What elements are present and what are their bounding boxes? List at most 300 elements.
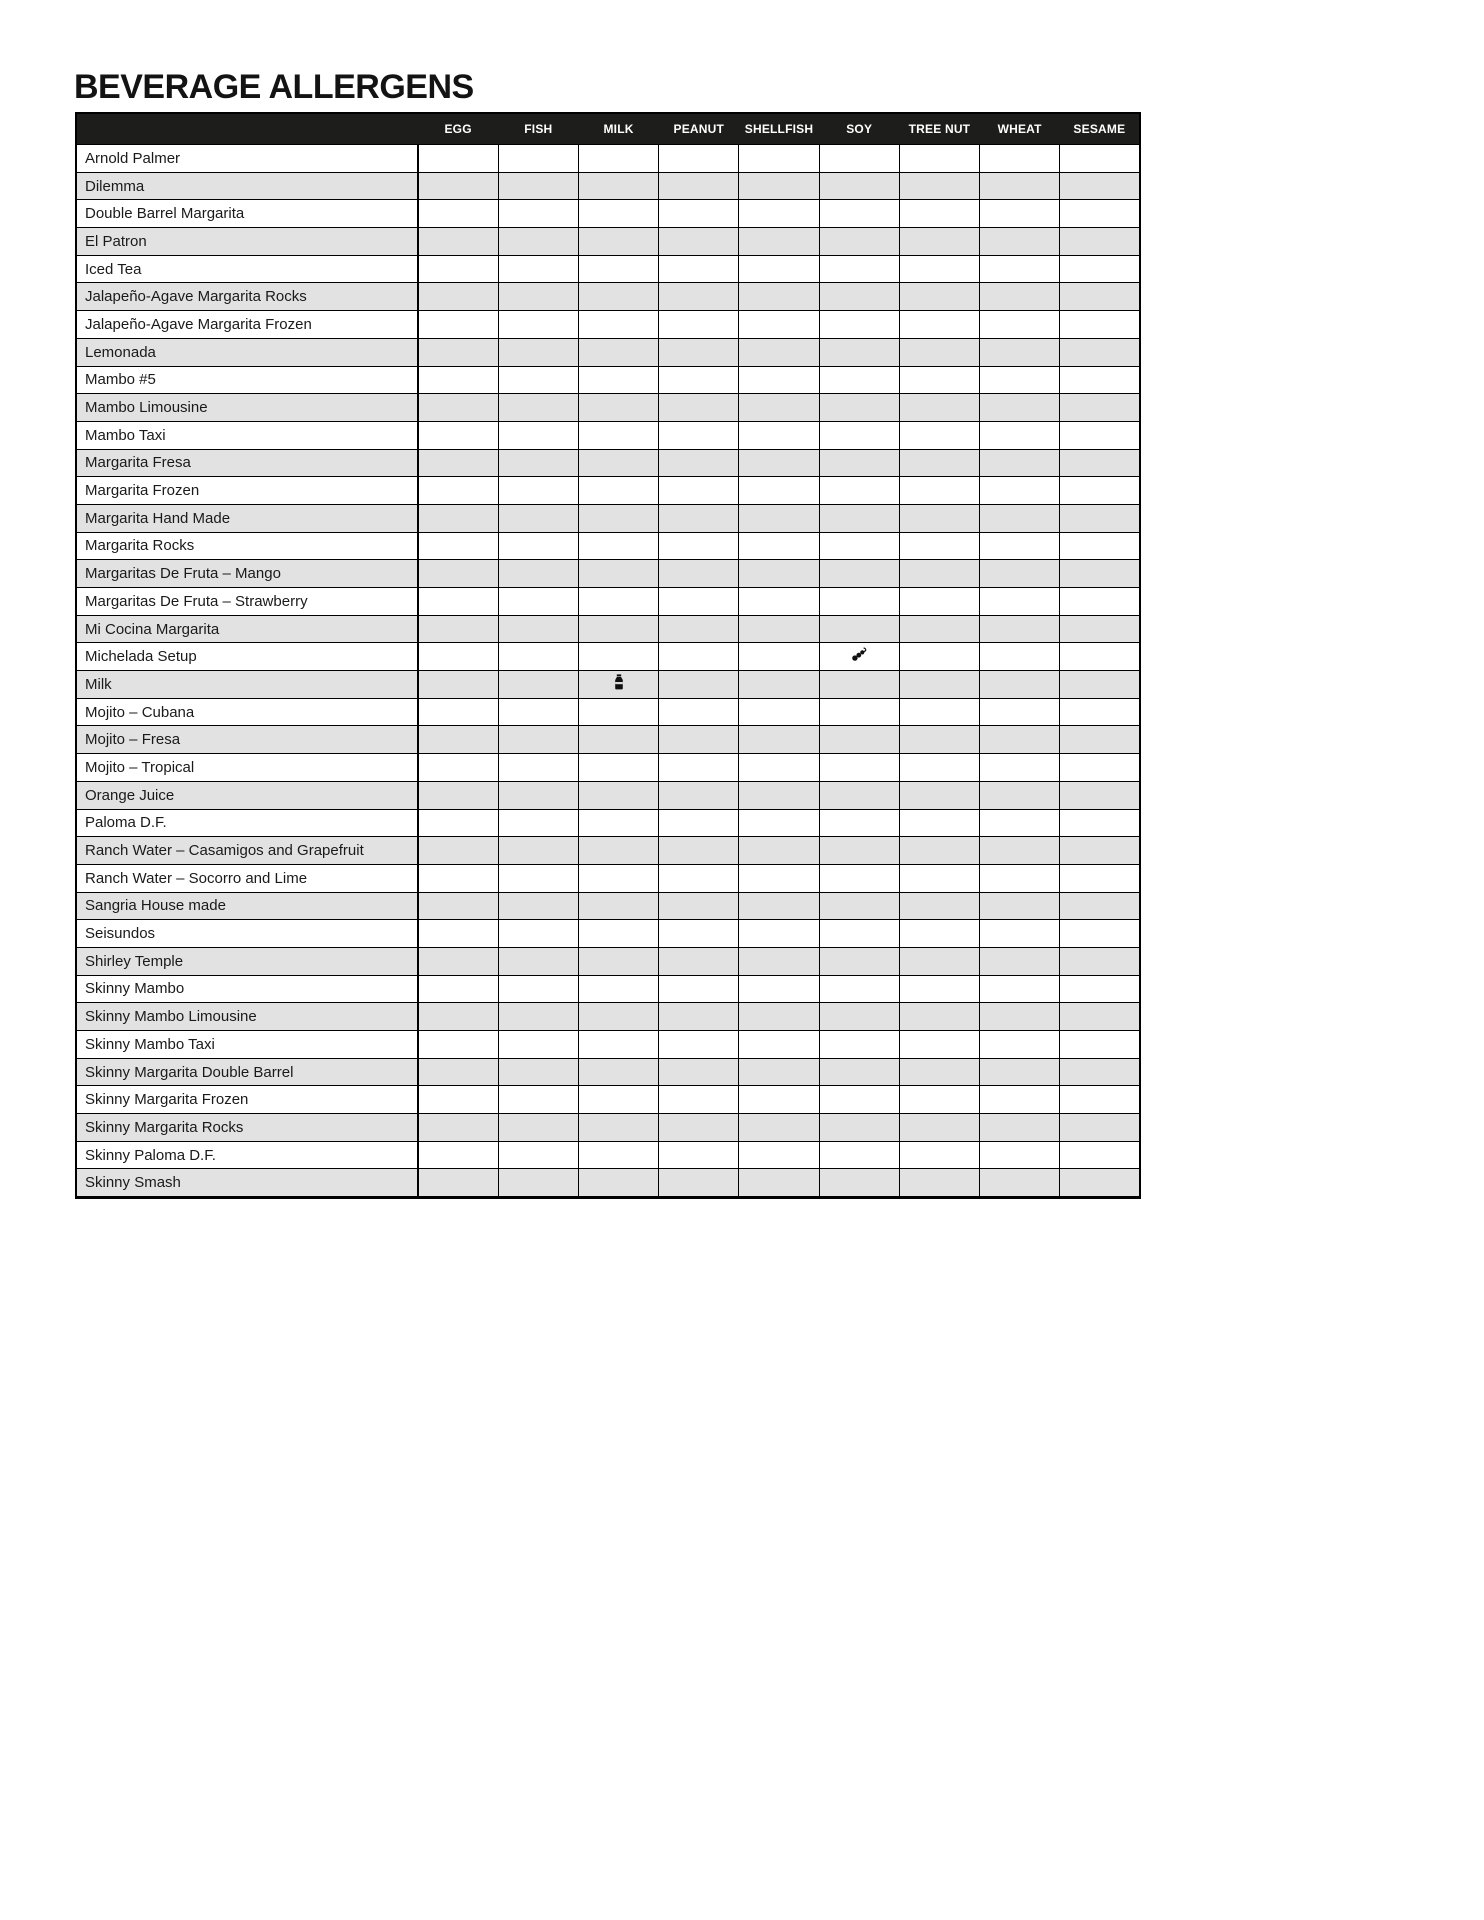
allergen-cell	[659, 809, 739, 837]
allergen-cell	[578, 1086, 658, 1114]
allergen-cell	[819, 449, 899, 477]
allergen-cell	[659, 172, 739, 200]
allergen-cell	[578, 532, 658, 560]
allergen-cell	[980, 338, 1060, 366]
table-row	[76, 255, 1140, 283]
beverage-name: Orange Juice	[76, 781, 418, 809]
table-row	[76, 1141, 1140, 1169]
allergen-cell	[578, 1141, 658, 1169]
beverage-name: Margarita Fresa	[76, 449, 418, 477]
allergen-cell	[980, 1169, 1060, 1198]
allergen-cell	[1060, 698, 1140, 726]
allergen-cell	[899, 726, 979, 754]
allergen-cell	[980, 504, 1060, 532]
allergen-cell	[659, 947, 739, 975]
allergen-cell	[899, 781, 979, 809]
allergen-cell	[899, 145, 979, 173]
allergen-cell	[578, 477, 658, 505]
allergen-cell	[739, 1003, 819, 1031]
allergen-cell	[980, 1141, 1060, 1169]
table-row	[76, 172, 1140, 200]
table-row	[76, 726, 1140, 754]
allergen-cell	[899, 532, 979, 560]
allergen-cell	[899, 449, 979, 477]
allergen-cell	[739, 283, 819, 311]
soybean-icon	[851, 647, 867, 662]
allergen-cell	[1060, 864, 1140, 892]
allergen-cell	[980, 311, 1060, 339]
allergen-cell	[819, 1086, 899, 1114]
allergen-cell	[819, 172, 899, 200]
allergen-cell	[739, 228, 819, 256]
allergen-cell	[1060, 338, 1140, 366]
allergen-cell	[819, 754, 899, 782]
table-row	[76, 588, 1140, 616]
column-header-wheat: WHEAT	[980, 113, 1060, 145]
beverage-name: Mambo #5	[76, 366, 418, 394]
allergen-cell	[739, 421, 819, 449]
allergen-cell	[578, 588, 658, 616]
beverage-name: Skinny Mambo Limousine	[76, 1003, 418, 1031]
allergen-cell	[578, 615, 658, 643]
allergen-cell	[498, 1031, 578, 1059]
table-row	[76, 200, 1140, 228]
allergen-cell	[819, 532, 899, 560]
allergen-cell	[1060, 255, 1140, 283]
allergen-cell	[659, 671, 739, 699]
allergen-cell	[659, 255, 739, 283]
beverage-name: Mambo Limousine	[76, 394, 418, 422]
allergen-cell	[980, 726, 1060, 754]
allergen-cell	[498, 477, 578, 505]
table-body	[76, 145, 1140, 1198]
allergen-cell	[498, 1058, 578, 1086]
table-row	[76, 560, 1140, 588]
allergen-cell	[739, 532, 819, 560]
allergen-cell	[578, 947, 658, 975]
allergen-cell	[418, 643, 498, 671]
allergen-cell	[899, 643, 979, 671]
allergen-cell	[899, 975, 979, 1003]
allergen-cell	[418, 228, 498, 256]
allergen-cell	[659, 1058, 739, 1086]
allergen-cell	[578, 449, 658, 477]
allergen-cell	[739, 809, 819, 837]
table-row	[76, 145, 1140, 173]
allergen-cell	[578, 366, 658, 394]
allergen-cell	[899, 283, 979, 311]
allergen-cell	[498, 1114, 578, 1142]
allergen-cell	[498, 947, 578, 975]
allergen-cell	[980, 560, 1060, 588]
allergen-cell	[819, 615, 899, 643]
column-header-fish: FISH	[498, 113, 578, 145]
table-row	[76, 837, 1140, 865]
allergen-cell	[819, 1114, 899, 1142]
header-row	[76, 113, 1140, 145]
allergen-cell	[739, 726, 819, 754]
allergen-cell	[418, 449, 498, 477]
allergen-cell	[739, 366, 819, 394]
allergen-cell	[980, 449, 1060, 477]
allergen-cell	[659, 504, 739, 532]
beverage-name: Mambo Taxi	[76, 421, 418, 449]
allergen-cell	[498, 920, 578, 948]
allergen-cell	[418, 560, 498, 588]
allergen-cell	[1060, 947, 1140, 975]
allergen-cell	[498, 449, 578, 477]
allergen-cell	[498, 421, 578, 449]
allergen-cell	[659, 920, 739, 948]
allergen-cell	[418, 421, 498, 449]
allergen-cell	[498, 588, 578, 616]
allergen-cell	[739, 975, 819, 1003]
allergen-cell	[498, 338, 578, 366]
allergen-cell	[498, 615, 578, 643]
allergen-cell	[980, 588, 1060, 616]
table-row	[76, 394, 1140, 422]
allergen-cell	[899, 1003, 979, 1031]
allergen-cell	[980, 172, 1060, 200]
allergen-cell	[980, 255, 1060, 283]
allergen-cell	[899, 615, 979, 643]
allergen-cell	[498, 560, 578, 588]
beverage-name: Michelada Setup	[76, 643, 418, 671]
allergen-cell	[739, 947, 819, 975]
beverage-name: Dilemma	[76, 172, 418, 200]
allergen-cell	[1060, 421, 1140, 449]
allergen-cell	[1060, 145, 1140, 173]
page-title: BEVERAGE ALLERGENS	[74, 68, 474, 106]
allergen-cell	[739, 311, 819, 339]
allergen-cell	[659, 615, 739, 643]
table-row	[76, 754, 1140, 782]
allergen-cell	[418, 477, 498, 505]
allergen-cell	[899, 560, 979, 588]
beverage-name: Margarita Rocks	[76, 532, 418, 560]
allergen-cell	[418, 809, 498, 837]
allergen-cell	[739, 671, 819, 699]
allergen-cell	[418, 1114, 498, 1142]
allergen-cell	[739, 1058, 819, 1086]
allergen-cell	[899, 920, 979, 948]
allergen-cell	[578, 283, 658, 311]
allergen-cell	[659, 1003, 739, 1031]
allergen-cell	[1060, 809, 1140, 837]
table-row	[76, 671, 1140, 699]
beverage-name: Seisundos	[76, 920, 418, 948]
allergen-cell	[739, 477, 819, 505]
allergen-cell	[498, 200, 578, 228]
table-row	[76, 283, 1140, 311]
allergen-cell	[659, 892, 739, 920]
allergen-cell	[498, 671, 578, 699]
allergen-cell	[498, 809, 578, 837]
allergen-cell	[578, 837, 658, 865]
table-row	[76, 477, 1140, 505]
allergen-cell	[739, 1031, 819, 1059]
table-row	[76, 366, 1140, 394]
allergen-cell	[899, 477, 979, 505]
allergen-cell	[899, 1114, 979, 1142]
allergen-cell	[1060, 311, 1140, 339]
allergen-cell	[739, 754, 819, 782]
allergen-cell	[739, 864, 819, 892]
allergen-cell	[1060, 1141, 1140, 1169]
allergen-cell	[578, 255, 658, 283]
allergen-cell	[1060, 1169, 1140, 1198]
allergen-cell	[980, 421, 1060, 449]
allergen-cell	[418, 837, 498, 865]
beverage-name: Skinny Margarita Frozen	[76, 1086, 418, 1114]
allergen-cell	[980, 1031, 1060, 1059]
allergen-cell	[819, 726, 899, 754]
allergen-cell	[498, 283, 578, 311]
allergen-cell	[980, 892, 1060, 920]
column-header-tree-nut: TREE NUT	[899, 113, 979, 145]
allergen-cell	[739, 394, 819, 422]
allergen-cell	[1060, 532, 1140, 560]
allergen-cell	[418, 532, 498, 560]
table-row	[76, 1058, 1140, 1086]
beverage-name: Ranch Water – Socorro and Lime	[76, 864, 418, 892]
allergen-cell	[899, 1169, 979, 1198]
allergen-cell	[418, 864, 498, 892]
allergen-cell	[498, 975, 578, 1003]
allergen-cell	[578, 560, 658, 588]
beverage-name: Margarita Frozen	[76, 477, 418, 505]
allergen-cell	[980, 643, 1060, 671]
beverage-name: Shirley Temple	[76, 947, 418, 975]
allergen-cell	[418, 1058, 498, 1086]
allergen-cell	[1060, 892, 1140, 920]
allergen-cell	[739, 698, 819, 726]
allergen-cell	[980, 615, 1060, 643]
allergen-cell	[578, 1031, 658, 1059]
allergen-cell	[578, 892, 658, 920]
allergen-cell	[659, 560, 739, 588]
table-row	[76, 532, 1140, 560]
allergen-cell	[498, 837, 578, 865]
allergen-cell	[739, 1141, 819, 1169]
allergen-cell	[1060, 615, 1140, 643]
table-row	[76, 920, 1140, 948]
allergen-cell	[578, 504, 658, 532]
allergen-cell	[819, 809, 899, 837]
allergen-cell	[819, 1058, 899, 1086]
allergen-cell	[659, 311, 739, 339]
column-header-egg: EGG	[418, 113, 498, 145]
allergen-cell	[418, 975, 498, 1003]
allergen-cell	[578, 781, 658, 809]
allergen-cell	[819, 504, 899, 532]
allergen-cell	[819, 864, 899, 892]
table-row	[76, 781, 1140, 809]
allergen-cell	[1060, 588, 1140, 616]
allergen-cell	[1060, 477, 1140, 505]
allergen-cell	[980, 671, 1060, 699]
beverage-name: Skinny Margarita Double Barrel	[76, 1058, 418, 1086]
beverage-name: Mojito – Tropical	[76, 754, 418, 782]
allergen-cell	[1060, 837, 1140, 865]
allergen-cell	[980, 975, 1060, 1003]
allergen-cell	[739, 837, 819, 865]
table-row	[76, 892, 1140, 920]
allergen-cell	[739, 920, 819, 948]
allergen-cell	[739, 200, 819, 228]
allergen-cell	[418, 726, 498, 754]
allergen-cell	[739, 338, 819, 366]
allergen-cell	[578, 975, 658, 1003]
allergen-cell	[980, 1114, 1060, 1142]
allergen-cell	[980, 698, 1060, 726]
allergen-cell	[498, 228, 578, 256]
allergen-cell	[1060, 1031, 1140, 1059]
allergen-cell	[739, 588, 819, 616]
allergen-cell	[659, 145, 739, 173]
allergen-cell	[819, 200, 899, 228]
beverage-name: Sangria House made	[76, 892, 418, 920]
allergen-cell	[899, 366, 979, 394]
allergen-cell	[819, 1003, 899, 1031]
table-row	[76, 311, 1140, 339]
allergen-cell	[1060, 1086, 1140, 1114]
beverage-name: Paloma D.F.	[76, 809, 418, 837]
allergen-cell	[739, 560, 819, 588]
allergen-cell	[659, 1114, 739, 1142]
beverage-name: Ranch Water – Casamigos and Grapefruit	[76, 837, 418, 865]
allergen-cell	[980, 228, 1060, 256]
allergen-cell	[659, 1086, 739, 1114]
table-row	[76, 1086, 1140, 1114]
allergen-cell	[418, 1003, 498, 1031]
allergen-cell	[659, 864, 739, 892]
allergen-cell	[418, 588, 498, 616]
allergen-cell	[739, 172, 819, 200]
allergen-cell	[498, 864, 578, 892]
allergen-cell	[819, 975, 899, 1003]
allergen-cell	[578, 809, 658, 837]
allergen-cell	[819, 671, 899, 699]
allergen-cell	[578, 1003, 658, 1031]
allergen-cell	[899, 1058, 979, 1086]
allergen-cell	[739, 1086, 819, 1114]
allergen-cell	[980, 200, 1060, 228]
allergen-cell	[980, 283, 1060, 311]
beverage-name: Skinny Smash	[76, 1169, 418, 1198]
allergen-cell	[739, 449, 819, 477]
allergen-cell	[418, 145, 498, 173]
allergen-cell	[659, 200, 739, 228]
column-header-milk: MILK	[578, 113, 658, 145]
allergen-cell	[899, 754, 979, 782]
allergen-cell	[819, 892, 899, 920]
allergen-cell	[819, 283, 899, 311]
allergen-cell	[899, 172, 979, 200]
allergen-cell	[899, 421, 979, 449]
allergen-cell	[659, 228, 739, 256]
allergen-cell	[899, 504, 979, 532]
allergen-cell	[980, 1058, 1060, 1086]
allergen-cell	[578, 698, 658, 726]
beverage-name: Skinny Mambo	[76, 975, 418, 1003]
allergen-cell	[498, 255, 578, 283]
allergen-cell	[899, 698, 979, 726]
table-row	[76, 1169, 1140, 1198]
allergen-cell	[980, 920, 1060, 948]
allergen-cell	[498, 892, 578, 920]
allergen-cell	[659, 975, 739, 1003]
allergen-cell	[980, 947, 1060, 975]
beverage-name: Margaritas De Fruta – Strawberry	[76, 588, 418, 616]
allergen-cell	[819, 338, 899, 366]
allergen-cell	[980, 754, 1060, 782]
allergen-cell	[659, 1031, 739, 1059]
allergen-cell	[659, 366, 739, 394]
beverage-name: Iced Tea	[76, 255, 418, 283]
allergen-cell	[659, 837, 739, 865]
beverage-name: Milk	[76, 671, 418, 699]
allergen-cell	[819, 1169, 899, 1198]
allergen-table-container	[75, 112, 1141, 1199]
allergen-cell	[819, 255, 899, 283]
allergen-cell	[498, 504, 578, 532]
beverage-name: Mojito – Cubana	[76, 698, 418, 726]
allergen-cell	[578, 394, 658, 422]
allergen-cell	[578, 172, 658, 200]
allergen-cell	[1060, 504, 1140, 532]
allergen-cell	[659, 588, 739, 616]
allergen-cell	[819, 394, 899, 422]
table-row	[76, 338, 1140, 366]
allergen-cell	[980, 477, 1060, 505]
column-header-sesame: SESAME	[1060, 113, 1140, 145]
allergen-cell	[980, 781, 1060, 809]
allergen-cell	[1060, 1003, 1140, 1031]
allergen-cell	[899, 1031, 979, 1059]
allergen-cell	[659, 1141, 739, 1169]
allergen-cell	[980, 394, 1060, 422]
beverage-name: Margarita Hand Made	[76, 504, 418, 532]
allergen-cell	[899, 947, 979, 975]
allergen-cell	[659, 781, 739, 809]
column-header-shellfish: SHELLFISH	[739, 113, 819, 145]
allergen-cell	[819, 477, 899, 505]
allergen-cell	[418, 1086, 498, 1114]
allergen-cell	[819, 920, 899, 948]
allergen-cell	[418, 504, 498, 532]
allergen-cell	[578, 1114, 658, 1142]
allergen-cell	[659, 1169, 739, 1198]
table-row	[76, 1003, 1140, 1031]
allergen-cell	[819, 643, 899, 671]
allergen-cell	[418, 754, 498, 782]
allergen-cell	[739, 255, 819, 283]
allergen-cell	[659, 421, 739, 449]
allergen-cell	[980, 1003, 1060, 1031]
allergen-cell	[578, 228, 658, 256]
allergen-cell	[1060, 781, 1140, 809]
allergen-cell	[980, 366, 1060, 394]
table-row	[76, 698, 1140, 726]
allergen-cell	[578, 754, 658, 782]
table-row	[76, 1031, 1140, 1059]
allergen-cell	[899, 588, 979, 616]
allergen-cell	[418, 311, 498, 339]
table-header	[76, 113, 1140, 145]
table-row	[76, 449, 1140, 477]
allergen-cell	[1060, 560, 1140, 588]
